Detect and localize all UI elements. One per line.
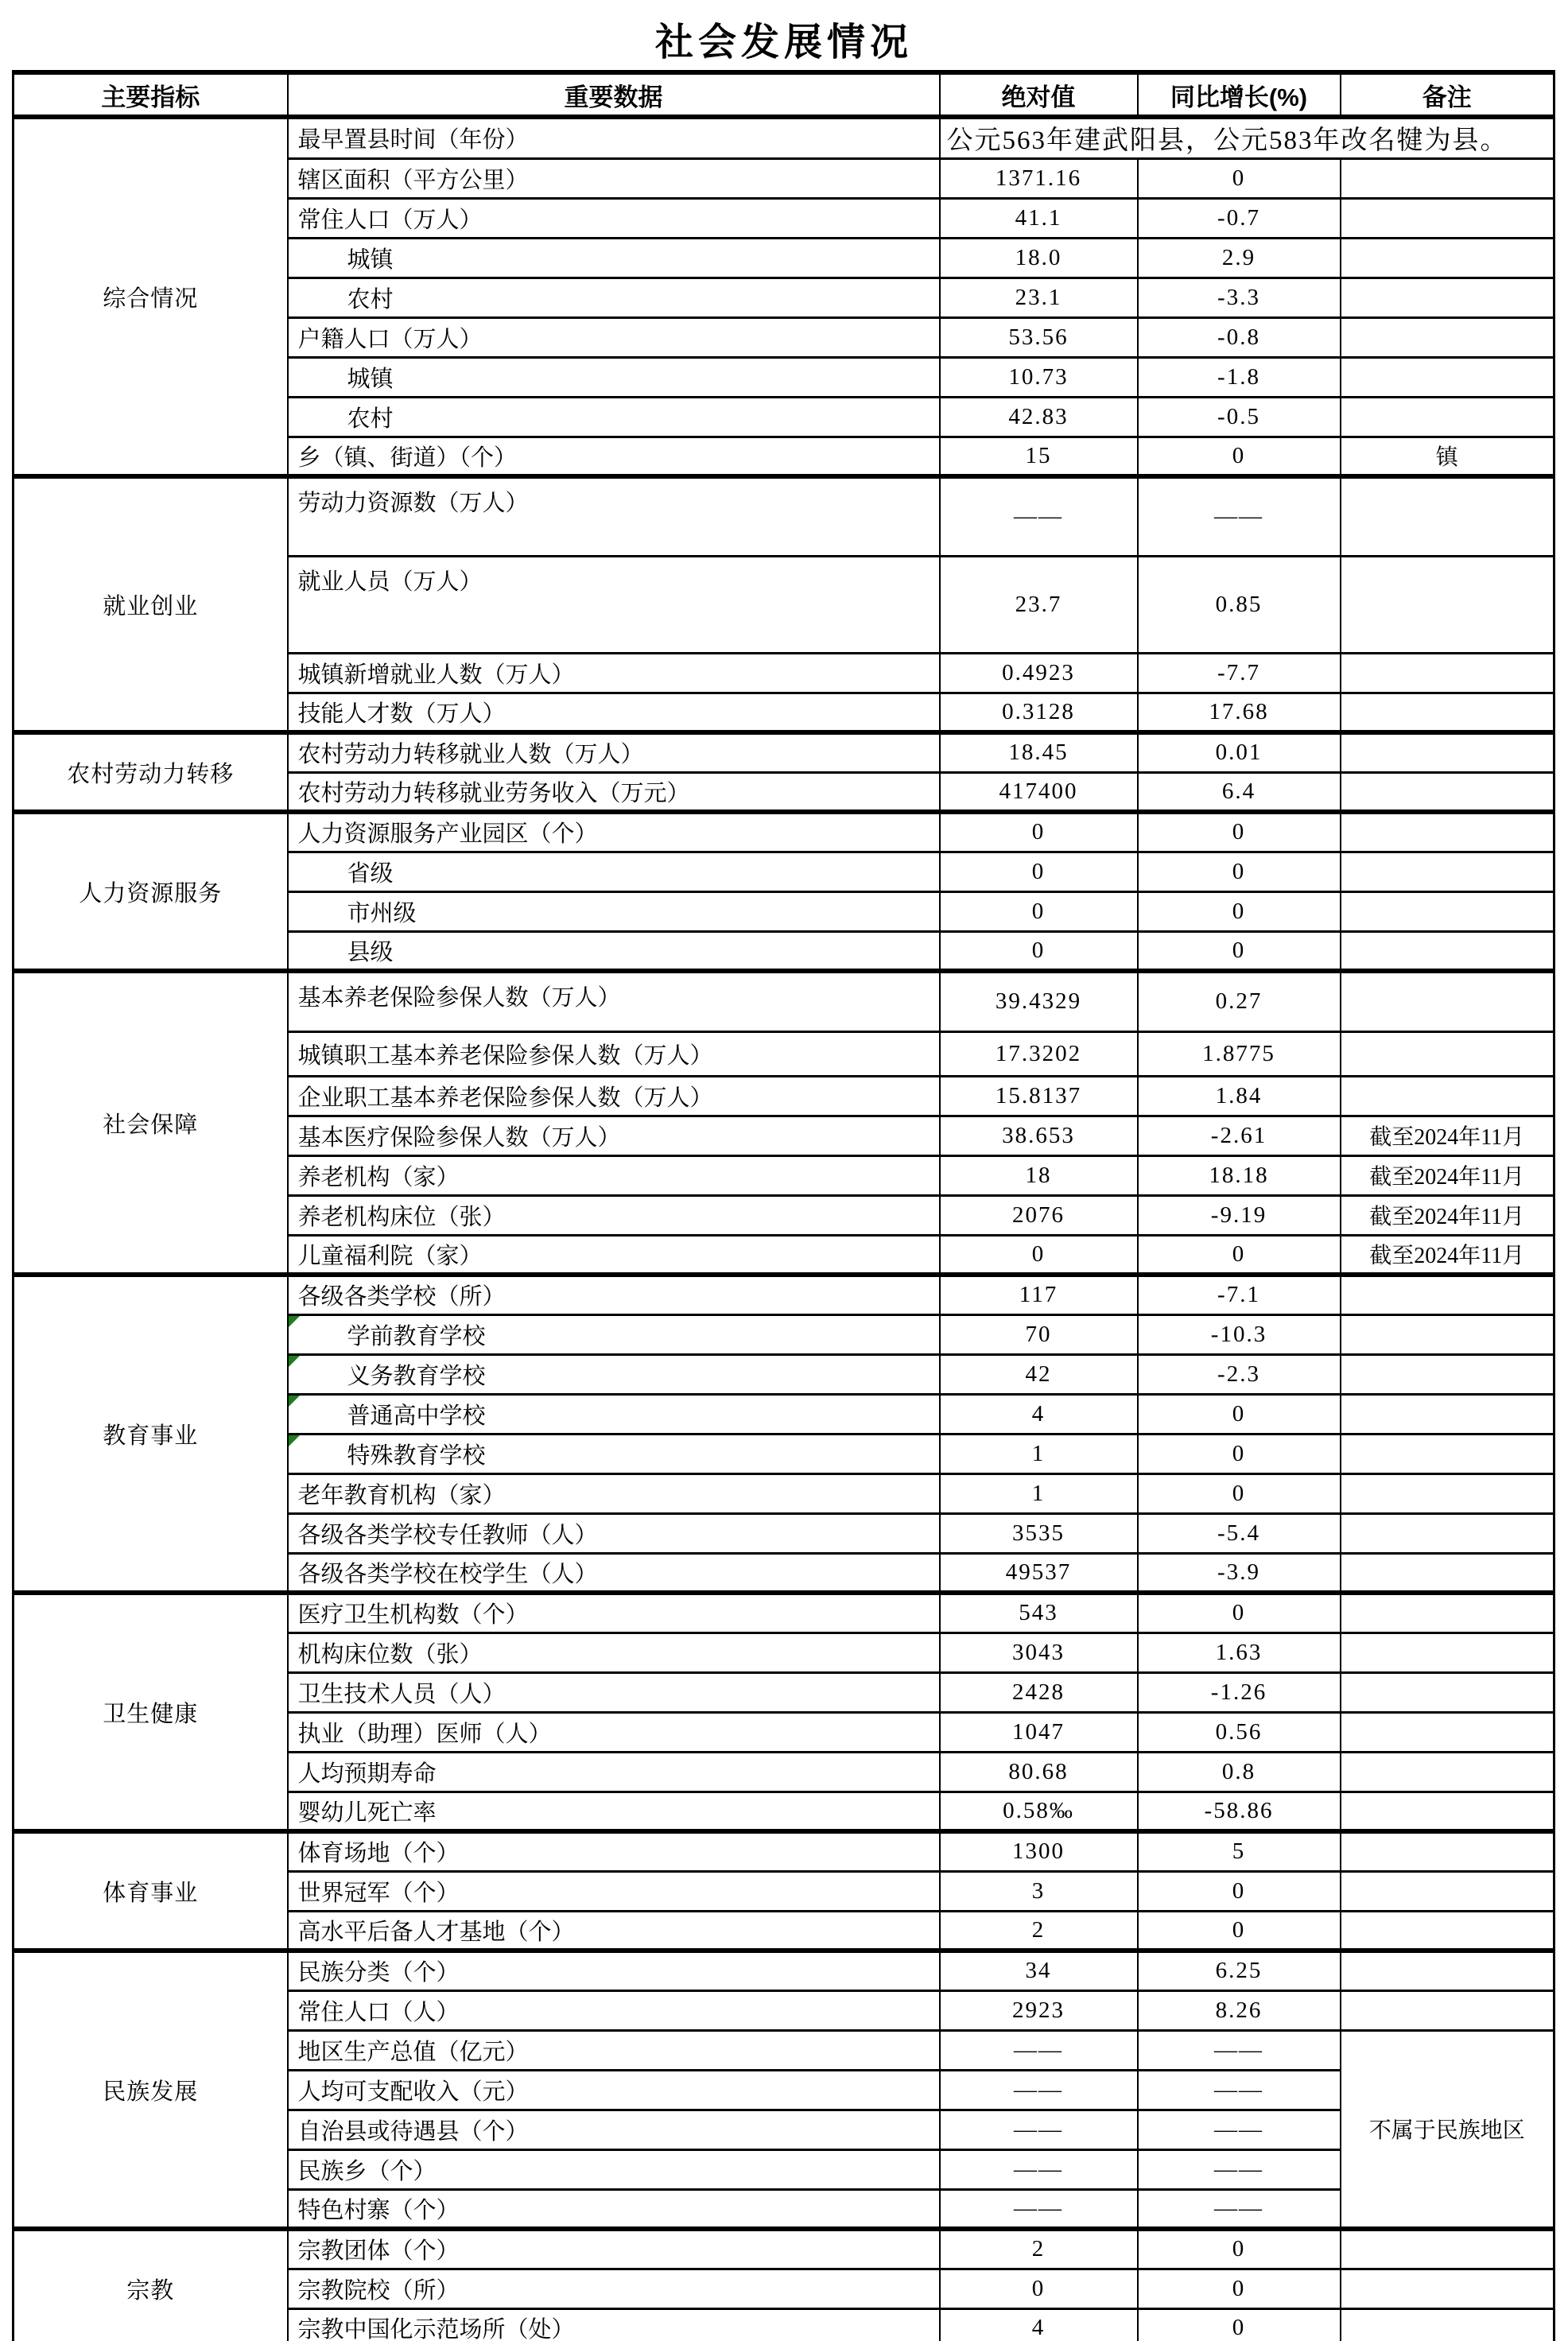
absolute-value-cell: 117 [940, 1275, 1138, 1314]
remark-cell [1341, 556, 1554, 653]
remark-cell [1341, 1513, 1554, 1553]
remark-cell [1341, 891, 1554, 931]
indicator-label: 技能人才数（万人） [297, 701, 506, 727]
yoy-growth-cell: 1.84 [1138, 1076, 1341, 1116]
yoy-growth-cell: 0 [1138, 1911, 1341, 1951]
remark-cell [1341, 852, 1554, 891]
indicator-label: 民族乡（个） [297, 2158, 437, 2184]
absolute-value-cell: —— [940, 476, 1138, 556]
table-row [14, 2229, 1554, 2269]
indicator-label: 特色村寨（个） [297, 2197, 460, 2223]
table-row [14, 812, 1554, 852]
table-row [14, 1275, 1554, 1314]
absolute-value-cell: 17.3202 [940, 1031, 1138, 1076]
indicator-label-cell [288, 2229, 940, 2269]
yoy-growth-cell: 0 [1138, 158, 1341, 198]
yoy-growth-cell: -2.3 [1138, 1354, 1341, 1394]
indicator-label: 宗教团体（个） [297, 2238, 460, 2265]
absolute-value-cell: 2 [940, 2229, 1138, 2269]
absolute-value-cell: 417400 [940, 772, 1138, 812]
absolute-value-cell: 53.56 [940, 317, 1138, 357]
remark-cell: 截至2024年11月 [1341, 1116, 1554, 1155]
remark-cell [1341, 1911, 1554, 1951]
absolute-value-cell: 15 [940, 437, 1138, 476]
indicator-label: 县级 [347, 939, 394, 965]
remark-cell [1341, 1672, 1554, 1712]
remark-cell [1341, 1831, 1554, 1871]
group-cell: 教育事业 [14, 1275, 288, 1593]
indicator-label-cell [288, 1990, 940, 2030]
indicator-label-cell [288, 117, 940, 158]
yoy-growth-cell: 0 [1138, 2229, 1341, 2269]
remark-cell [1341, 653, 1554, 693]
remark-cell [1341, 198, 1554, 238]
remark-cell [1341, 1632, 1554, 1672]
yoy-growth-cell: -7.7 [1138, 653, 1341, 693]
indicator-label-cell [288, 1593, 940, 1632]
yoy-growth-cell: 17.68 [1138, 693, 1341, 732]
absolute-value-cell: 41.1 [940, 198, 1138, 238]
indicator-label: 机构床位数（张） [297, 1641, 483, 1667]
absolute-value-cell: 4 [940, 2308, 1138, 2341]
absolute-value-cell: 4 [940, 1394, 1138, 1434]
remark-cell [1341, 1314, 1554, 1354]
indicator-label: 宗教中国化示范场所（处） [297, 2316, 575, 2341]
yoy-growth-cell: 0.01 [1138, 732, 1341, 772]
indicator-label-cell [288, 971, 940, 1031]
yoy-growth-cell: 0 [1138, 1593, 1341, 1632]
remark-cell [1341, 1354, 1554, 1394]
absolute-value-cell: 1047 [940, 1712, 1138, 1752]
cell-error-indicator-icon [289, 1396, 300, 1407]
yoy-growth-cell: 0 [1138, 2269, 1341, 2308]
group-cell: 农村劳动力转移 [14, 732, 288, 812]
table-row [14, 1831, 1554, 1871]
remark-cell [1341, 1473, 1554, 1513]
absolute-value-cell: 543 [940, 1593, 1138, 1632]
indicator-label-cell [288, 1031, 940, 1076]
remark-cell [1341, 1951, 1554, 1990]
absolute-value-cell: 0 [940, 1235, 1138, 1275]
absolute-value-cell: 42 [940, 1354, 1138, 1394]
indicator-label: 养老机构（家） [297, 1164, 460, 1190]
yoy-growth-cell: 2.9 [1138, 238, 1341, 278]
indicator-label: 执业（助理）医师（人） [297, 1721, 552, 1747]
indicator-label: 老年教育机构（家） [297, 1482, 506, 1508]
absolute-value-cell: 10.73 [940, 357, 1138, 397]
absolute-value-cell: 2076 [940, 1195, 1138, 1235]
indicator-label-cell [288, 1792, 940, 1831]
table-row [14, 476, 1554, 556]
yoy-growth-cell: —— [1138, 476, 1341, 556]
remark-cell [1341, 931, 1554, 971]
indicator-label-cell [288, 2070, 940, 2110]
absolute-value-cell: 23.7 [940, 556, 1138, 653]
group-cell: 综合情况 [14, 117, 288, 476]
absolute-value-cell: 80.68 [940, 1752, 1138, 1792]
indicator-label-cell [288, 852, 940, 891]
absolute-value-cell: 3535 [940, 1513, 1138, 1553]
indicator-label-cell [288, 158, 940, 198]
absolute-value-cell: 34 [940, 1951, 1138, 1990]
indicator-label: 最早置县时间（年份） [297, 127, 529, 153]
absolute-value-cell: 3043 [940, 1632, 1138, 1672]
indicator-label-cell [288, 1911, 940, 1951]
remark-cell [1341, 357, 1554, 397]
indicator-label-cell [288, 1672, 940, 1712]
yoy-growth-cell: 6.4 [1138, 772, 1341, 812]
indicator-label: 民族分类（个） [297, 1960, 460, 1986]
indicator-label: 学前教育学校 [347, 1323, 486, 1349]
yoy-growth-cell: 0 [1138, 2308, 1341, 2341]
remark-cell [1341, 238, 1554, 278]
indicator-label-cell [288, 1951, 940, 1990]
indicator-label-cell [288, 2269, 940, 2308]
indicator-label: 城镇职工基本养老保险参保人数（万人） [297, 1042, 713, 1069]
absolute-value-cell: 0 [940, 891, 1138, 931]
cell-error-indicator-icon [289, 1435, 300, 1446]
absolute-value-cell: 18.0 [940, 238, 1138, 278]
indicator-label: 常住人口（人） [297, 1999, 460, 2025]
remark-cell: 截至2024年11月 [1341, 1195, 1554, 1235]
indicator-label: 特殊教育学校 [347, 1442, 486, 1469]
indicator-label-cell [288, 1553, 940, 1593]
indicator-label: 劳动力资源数（万人） [297, 491, 529, 516]
remark-cell [1341, 732, 1554, 772]
remark-cell [1341, 1593, 1554, 1632]
indicator-label-cell [288, 1354, 940, 1394]
yoy-growth-cell: 0 [1138, 1871, 1341, 1911]
absolute-value-cell: 2428 [940, 1672, 1138, 1712]
indicator-label: 地区生产总值（亿元） [297, 2039, 529, 2065]
yoy-growth-cell: 8.26 [1138, 1990, 1341, 2030]
remark-cell [1341, 476, 1554, 556]
indicator-label-cell [288, 1831, 940, 1871]
yoy-growth-cell: —— [1138, 2070, 1341, 2110]
indicator-label-cell [288, 812, 940, 852]
yoy-growth-cell: 1.8775 [1138, 1031, 1341, 1076]
remark-cell [1341, 1553, 1554, 1593]
indicator-label-cell [288, 1235, 940, 1275]
yoy-growth-cell: 0.8 [1138, 1752, 1341, 1792]
remark-cell [1341, 772, 1554, 812]
absolute-value-cell: —— [940, 2149, 1138, 2189]
yoy-growth-cell: -9.19 [1138, 1195, 1341, 1235]
group-cell: 民族发展 [14, 1951, 288, 2229]
indicator-label-cell [288, 437, 940, 476]
remark-cell [1341, 317, 1554, 357]
indicator-label-cell [288, 1275, 940, 1314]
indicator-label-cell [288, 1513, 940, 1553]
absolute-value-cell: 2923 [940, 1990, 1138, 2030]
table-row [14, 971, 1554, 1031]
yoy-growth-cell: 0 [1138, 437, 1341, 476]
indicator-label-cell [288, 2149, 940, 2189]
yoy-growth-cell: -10.3 [1138, 1314, 1341, 1354]
indicator-label-cell [288, 1871, 940, 1911]
yoy-growth-cell: 0 [1138, 1473, 1341, 1513]
indicator-label: 基本医疗保险参保人数（万人） [297, 1124, 621, 1151]
group-cell: 社会保障 [14, 971, 288, 1275]
indicator-label-cell [288, 732, 940, 772]
indicator-label: 城镇新增就业人数（万人） [297, 662, 575, 688]
cell-error-indicator-icon [289, 1356, 300, 1367]
indicator-label: 城镇 [347, 366, 394, 392]
indicator-label-cell [288, 772, 940, 812]
remark-cell: 镇 [1341, 437, 1554, 476]
yoy-growth-cell: -1.26 [1138, 1672, 1341, 1712]
indicator-label-cell [288, 891, 940, 931]
indicator-label: 卫生技术人员（人） [297, 1681, 506, 1707]
remark-cell [1341, 158, 1554, 198]
absolute-value-cell: 0 [940, 931, 1138, 971]
remark-cell [1341, 2308, 1554, 2341]
absolute-value-cell: 0 [940, 2269, 1138, 2308]
group-cell: 体育事业 [14, 1831, 288, 1951]
remark-cell [1341, 1871, 1554, 1911]
group-cell: 卫生健康 [14, 1593, 288, 1831]
col-header-remark: 备注 [1341, 72, 1554, 117]
indicator-label-cell [288, 1314, 940, 1354]
yoy-growth-cell: 0 [1138, 891, 1341, 931]
absolute-value-cell: —— [940, 2030, 1138, 2070]
absolute-value-cell: 0.58‰ [940, 1792, 1138, 1831]
absolute-value-cell: 1371.16 [940, 158, 1138, 198]
indicator-label: 企业职工基本养老保险参保人数（万人） [297, 1085, 713, 1111]
yoy-growth-cell: -1.8 [1138, 357, 1341, 397]
indicator-label: 医疗卫生机构数（个） [297, 1602, 529, 1629]
col-header-key-data: 重要数据 [288, 72, 940, 117]
indicator-label: 世界冠军（个） [297, 1880, 460, 1906]
indicator-label: 农村 [347, 406, 394, 432]
indicator-label: 城镇 [347, 247, 394, 273]
absolute-value-cell: 38.653 [940, 1116, 1138, 1155]
indicator-label: 人力资源服务产业园区（个） [297, 821, 598, 848]
social-development-table [12, 70, 1555, 2341]
indicator-label-cell [288, 2189, 940, 2229]
remark-cell [1341, 2229, 1554, 2269]
indicator-label: 婴幼儿死亡率 [297, 1799, 437, 1826]
indicator-label: 儿童福利院（家） [297, 1243, 483, 1269]
table-row [14, 1593, 1554, 1632]
absolute-value-cell: 0.3128 [940, 693, 1138, 732]
absolute-value-cell: 1 [940, 1473, 1138, 1513]
indicator-label-cell [288, 1116, 940, 1155]
remark-cell [1341, 1792, 1554, 1831]
remark-cell [1341, 1275, 1554, 1314]
indicator-label-cell [288, 397, 940, 437]
yoy-growth-cell: 0.56 [1138, 1712, 1341, 1752]
indicator-label: 农村劳动力转移就业人数（万人） [297, 742, 644, 768]
yoy-growth-cell: 0 [1138, 1434, 1341, 1473]
remark-cell [1341, 1434, 1554, 1473]
yoy-growth-cell: -7.1 [1138, 1275, 1341, 1314]
absolute-value-cell: 2 [940, 1911, 1138, 1951]
indicator-label: 高水平后备人才基地（个） [297, 1919, 575, 1945]
yoy-growth-cell: -3.9 [1138, 1553, 1341, 1593]
yoy-growth-cell: 0 [1138, 931, 1341, 971]
remark-cell [1341, 2269, 1554, 2308]
yoy-growth-cell: 0.85 [1138, 556, 1341, 653]
indicator-label-cell [288, 198, 940, 238]
group-cell: 就业创业 [14, 476, 288, 732]
indicator-label-cell [288, 1195, 940, 1235]
table-row [14, 732, 1554, 772]
yoy-growth-cell: —— [1138, 2110, 1341, 2149]
yoy-growth-cell: 1.63 [1138, 1632, 1341, 1672]
remark-cell [1341, 1752, 1554, 1792]
indicator-label: 人均可支配收入（元） [297, 2079, 529, 2105]
indicator-label-cell [288, 238, 940, 278]
absolute-value-cell: 3 [940, 1871, 1138, 1911]
remark-cell [1341, 397, 1554, 437]
indicator-label: 自治县或待遇县（个） [297, 2118, 529, 2145]
absolute-value-cell: 49537 [940, 1553, 1138, 1593]
yoy-growth-cell: -0.7 [1138, 198, 1341, 238]
table-body [14, 117, 1554, 2341]
remark-cell: 截至2024年11月 [1341, 1235, 1554, 1275]
absolute-value-cell: 39.4329 [940, 971, 1138, 1031]
indicator-label-cell [288, 931, 940, 971]
indicator-label-cell [288, 1155, 940, 1195]
indicator-label: 乡（镇、街道）（个） [297, 445, 518, 471]
indicator-label-cell [288, 476, 940, 556]
indicator-label-cell [288, 1473, 940, 1513]
group-cell: 人力资源服务 [14, 812, 288, 971]
yoy-growth-cell: -3.3 [1138, 278, 1341, 317]
indicator-label-cell [288, 1394, 940, 1434]
yoy-growth-cell: —— [1138, 2149, 1341, 2189]
yoy-growth-cell: -5.4 [1138, 1513, 1341, 1553]
page-title: 社会发展情况 [654, 21, 913, 64]
yoy-growth-cell: -0.8 [1138, 317, 1341, 357]
yoy-growth-cell: 0 [1138, 852, 1341, 891]
table-row [14, 1951, 1554, 1990]
yoy-growth-cell: 18.18 [1138, 1155, 1341, 1195]
absolute-value-cell: 23.1 [940, 278, 1138, 317]
indicator-label-cell [288, 1076, 940, 1116]
yoy-growth-cell: -0.5 [1138, 397, 1341, 437]
indicator-label-cell [288, 278, 940, 317]
yoy-growth-cell: 0 [1138, 1235, 1341, 1275]
indicator-label-cell [288, 693, 940, 732]
indicator-label-cell [288, 317, 940, 357]
yoy-growth-cell: -2.61 [1138, 1116, 1341, 1155]
indicator-label: 各级各类学校（所） [297, 1284, 506, 1310]
indicator-label: 辖区面积（平方公里） [297, 167, 529, 193]
indicator-label: 常住人口（万人） [297, 207, 483, 233]
absolute-value-cell: —— [940, 2110, 1138, 2149]
yoy-growth-cell: -58.86 [1138, 1792, 1341, 1831]
indicator-label-cell [288, 1632, 940, 1672]
indicator-label: 就业人员（万人） [297, 569, 483, 595]
absolute-value-cell: 0 [940, 812, 1138, 852]
yoy-growth-cell: 0 [1138, 1394, 1341, 1434]
yoy-growth-cell: —— [1138, 2189, 1341, 2229]
indicator-label-cell [288, 1712, 940, 1752]
yoy-growth-cell: 6.25 [1138, 1951, 1341, 1990]
indicator-label: 市州级 [347, 900, 417, 926]
table-row [14, 117, 1554, 158]
remark-cell: 不属于民族地区 [1341, 2030, 1554, 2229]
remark-cell [1341, 1076, 1554, 1116]
cell-error-indicator-icon [289, 1316, 300, 1327]
remark-cell [1341, 1031, 1554, 1076]
indicator-label: 农村 [347, 286, 394, 313]
indicator-label-cell [288, 2110, 940, 2149]
merged-value-cell: 公元563年建武阳县，公元583年改名犍为县。 [940, 117, 1554, 158]
indicator-label: 农村劳动力转移就业劳务收入（万元） [297, 780, 690, 806]
indicator-label: 体育场地（个） [297, 1841, 460, 1867]
indicator-label-cell [288, 653, 940, 693]
yoy-growth-cell: —— [1138, 2030, 1341, 2070]
remark-cell [1341, 693, 1554, 732]
absolute-value-cell: 1 [940, 1434, 1138, 1473]
indicator-label: 人均预期寿命 [297, 1761, 437, 1787]
yoy-growth-cell: 0.27 [1138, 971, 1341, 1031]
remark-cell [1341, 971, 1554, 1031]
remark-cell [1341, 1990, 1554, 2030]
indicator-label-cell [288, 1434, 940, 1473]
remark-cell [1341, 1394, 1554, 1434]
col-header-main-indicator: 主要指标 [14, 72, 288, 117]
col-header-yoy-growth: 同比增长(%) [1138, 72, 1341, 117]
indicator-label: 义务教育学校 [347, 1363, 486, 1389]
indicator-label: 户籍人口（万人） [297, 326, 483, 352]
group-cell: 宗教 [14, 2229, 288, 2341]
absolute-value-cell: 0 [940, 852, 1138, 891]
absolute-value-cell: —— [940, 2189, 1138, 2229]
absolute-value-cell: —— [940, 2070, 1138, 2110]
indicator-label: 养老机构床位（张） [297, 1204, 506, 1230]
absolute-value-cell: 18.45 [940, 732, 1138, 772]
indicator-label: 基本养老保险参保人数（万人） [297, 985, 621, 1011]
remark-cell: 截至2024年11月 [1341, 1155, 1554, 1195]
remark-cell [1341, 278, 1554, 317]
remark-cell [1341, 1712, 1554, 1752]
absolute-value-cell: 15.8137 [940, 1076, 1138, 1116]
indicator-label-cell [288, 2030, 940, 2070]
absolute-value-cell: 18 [940, 1155, 1138, 1195]
indicator-label: 普通高中学校 [347, 1403, 486, 1429]
absolute-value-cell: 1300 [940, 1831, 1138, 1871]
indicator-label: 各级各类学校专任教师（人） [297, 1522, 598, 1548]
yoy-growth-cell: 0 [1138, 812, 1341, 852]
yoy-growth-cell: 5 [1138, 1831, 1341, 1871]
indicator-label: 省级 [347, 860, 394, 887]
absolute-value-cell: 42.83 [940, 397, 1138, 437]
absolute-value-cell: 70 [940, 1314, 1138, 1354]
absolute-value-cell: 0.4923 [940, 653, 1138, 693]
indicator-label-cell [288, 1752, 940, 1792]
indicator-label: 宗教院校（所） [297, 2277, 460, 2304]
col-header-absolute-value: 绝对值 [940, 72, 1138, 117]
indicator-label-cell [288, 2308, 940, 2341]
indicator-label-cell [288, 556, 940, 653]
header-row [14, 72, 1554, 117]
remark-cell [1341, 812, 1554, 852]
indicator-label: 各级各类学校在校学生（人） [297, 1561, 598, 1587]
indicator-label-cell [288, 357, 940, 397]
